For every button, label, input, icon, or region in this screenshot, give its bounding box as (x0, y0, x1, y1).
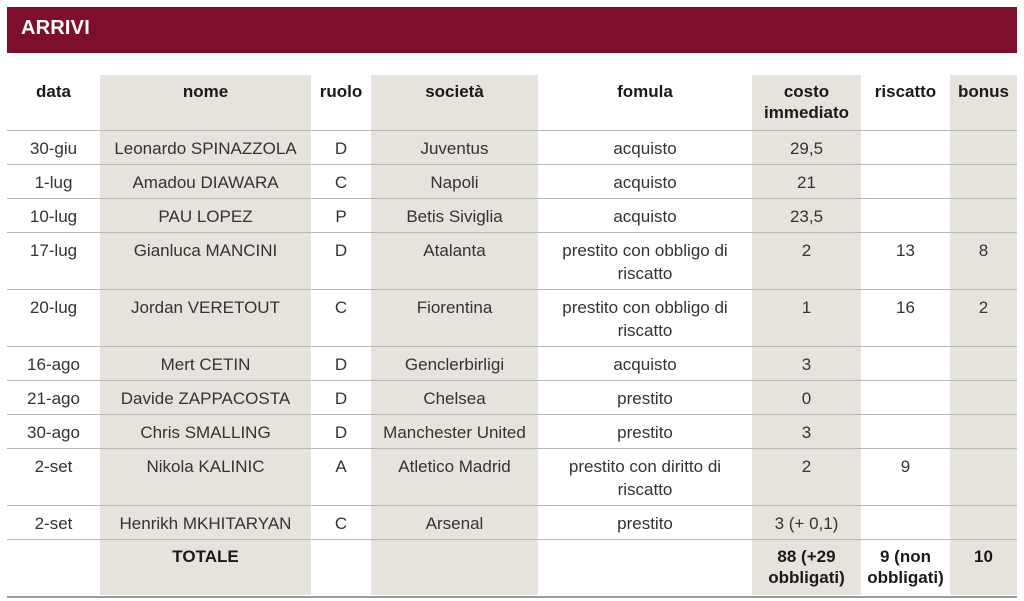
cell-bonus: 2 (950, 290, 1017, 347)
table-row (7, 290, 1017, 347)
cell-nome: Henrikh MKHITARYAN (100, 506, 311, 540)
cell-nome: Gianluca MANCINI (100, 233, 311, 290)
cell-data: 16-ago (7, 347, 100, 381)
cell-bonus (950, 506, 1017, 540)
cell-data: 30-giu (7, 131, 100, 165)
table-row (7, 415, 1017, 449)
cell-formula: prestito con diritto di riscatto (538, 449, 752, 506)
cell-societa: Atletico Madrid (371, 449, 538, 506)
cell-bonus: 8 (950, 233, 1017, 290)
cell-societa: Genclerbirligi (371, 347, 538, 381)
cell-data: 30-ago (7, 415, 100, 449)
cell-riscatto: 9 (861, 449, 950, 506)
cell-societa: Napoli (371, 165, 538, 199)
cell-nome: Leonardo SPINAZZOLA (100, 131, 311, 165)
total-cell-formula (538, 540, 752, 598)
cell-riscatto (861, 165, 950, 199)
cell-riscatto (861, 347, 950, 381)
cell-ruolo: A (311, 449, 371, 506)
cell-nome: Jordan VERETOUT (100, 290, 311, 347)
total-costo: 88 (+29 obbligati) (752, 540, 861, 598)
table-row (7, 381, 1017, 415)
total-row (7, 540, 1017, 598)
cell-formula: prestito con obbligo di riscatto (538, 290, 752, 347)
cell-nome: Amadou DIAWARA (100, 165, 311, 199)
col-header-costo: costo immediato (752, 75, 861, 131)
cell-ruolo: D (311, 381, 371, 415)
cell-costo: 29,5 (752, 131, 861, 165)
cell-ruolo: C (311, 290, 371, 347)
arrivi-table (7, 75, 1017, 598)
table-row (7, 449, 1017, 506)
cell-nome: PAU LOPEZ (100, 199, 311, 233)
cell-nome: Chris SMALLING (100, 415, 311, 449)
cell-bonus (950, 131, 1017, 165)
cell-costo: 0 (752, 381, 861, 415)
cell-ruolo: C (311, 506, 371, 540)
cell-ruolo: D (311, 233, 371, 290)
cell-formula: prestito con obbligo di riscatto (538, 233, 752, 290)
cell-data: 20-lug (7, 290, 100, 347)
cell-bonus (950, 415, 1017, 449)
cell-nome: Nikola KALINIC (100, 449, 311, 506)
cell-bonus (950, 381, 1017, 415)
cell-data: 17-lug (7, 233, 100, 290)
total-cell-data (7, 540, 100, 598)
table-row (7, 199, 1017, 233)
cell-ruolo: D (311, 131, 371, 165)
cell-ruolo: D (311, 415, 371, 449)
cell-data: 2-set (7, 506, 100, 540)
cell-formula: acquisto (538, 199, 752, 233)
total-cell-ruolo (311, 540, 371, 598)
total-label: TOTALE (100, 540, 311, 598)
cell-riscatto (861, 131, 950, 165)
cell-riscatto: 16 (861, 290, 950, 347)
section-title: ARRIVI (21, 17, 90, 39)
table-row (7, 165, 1017, 199)
cell-societa: Betis Siviglia (371, 199, 538, 233)
cell-riscatto (861, 506, 950, 540)
cell-societa: Arsenal (371, 506, 538, 540)
cell-nome: Davide ZAPPACOSTA (100, 381, 311, 415)
cell-formula: prestito (538, 506, 752, 540)
cell-nome: Mert CETIN (100, 347, 311, 381)
col-header-ruolo: ruolo (311, 75, 371, 131)
cell-riscatto (861, 415, 950, 449)
cell-data: 2-set (7, 449, 100, 506)
cell-ruolo: P (311, 199, 371, 233)
cell-data: 1-lug (7, 165, 100, 199)
col-header-formula: fomula (538, 75, 752, 131)
cell-costo: 23,5 (752, 199, 861, 233)
total-riscatto: 9 (non obbligati) (861, 540, 950, 598)
col-header-riscatto: riscatto (861, 75, 950, 131)
cell-bonus (950, 347, 1017, 381)
cell-costo: 1 (752, 290, 861, 347)
cell-societa: Manchester United (371, 415, 538, 449)
table-row (7, 131, 1017, 165)
cell-societa: Juventus (371, 131, 538, 165)
cell-costo: 2 (752, 449, 861, 506)
cell-riscatto: 13 (861, 233, 950, 290)
cell-societa: Fiorentina (371, 290, 538, 347)
table-row (7, 233, 1017, 290)
col-header-nome: nome (100, 75, 311, 131)
cell-ruolo: D (311, 347, 371, 381)
col-header-bonus: bonus (950, 75, 1017, 131)
cell-formula: prestito (538, 415, 752, 449)
cell-formula: acquisto (538, 131, 752, 165)
cell-costo: 3 (752, 415, 861, 449)
cell-data: 21-ago (7, 381, 100, 415)
cell-societa: Chelsea (371, 381, 538, 415)
col-header-data: data (7, 75, 100, 131)
cell-formula: prestito (538, 381, 752, 415)
cell-societa: Atalanta (371, 233, 538, 290)
header-row (7, 75, 1017, 131)
cell-bonus (950, 165, 1017, 199)
cell-formula: acquisto (538, 165, 752, 199)
cell-costo: 2 (752, 233, 861, 290)
cell-bonus (950, 199, 1017, 233)
total-cell-societa (371, 540, 538, 598)
table-row (7, 347, 1017, 381)
cell-data: 10-lug (7, 199, 100, 233)
table-row (7, 506, 1017, 540)
section-banner (7, 7, 1017, 53)
total-bonus: 10 (950, 540, 1017, 598)
cell-riscatto (861, 199, 950, 233)
cell-costo: 3 (+ 0,1) (752, 506, 861, 540)
cell-costo: 21 (752, 165, 861, 199)
cell-ruolo: C (311, 165, 371, 199)
col-header-societa: società (371, 75, 538, 131)
cell-formula: acquisto (538, 347, 752, 381)
cell-bonus (950, 449, 1017, 506)
cell-costo: 3 (752, 347, 861, 381)
table-body (7, 131, 1017, 540)
cell-riscatto (861, 381, 950, 415)
